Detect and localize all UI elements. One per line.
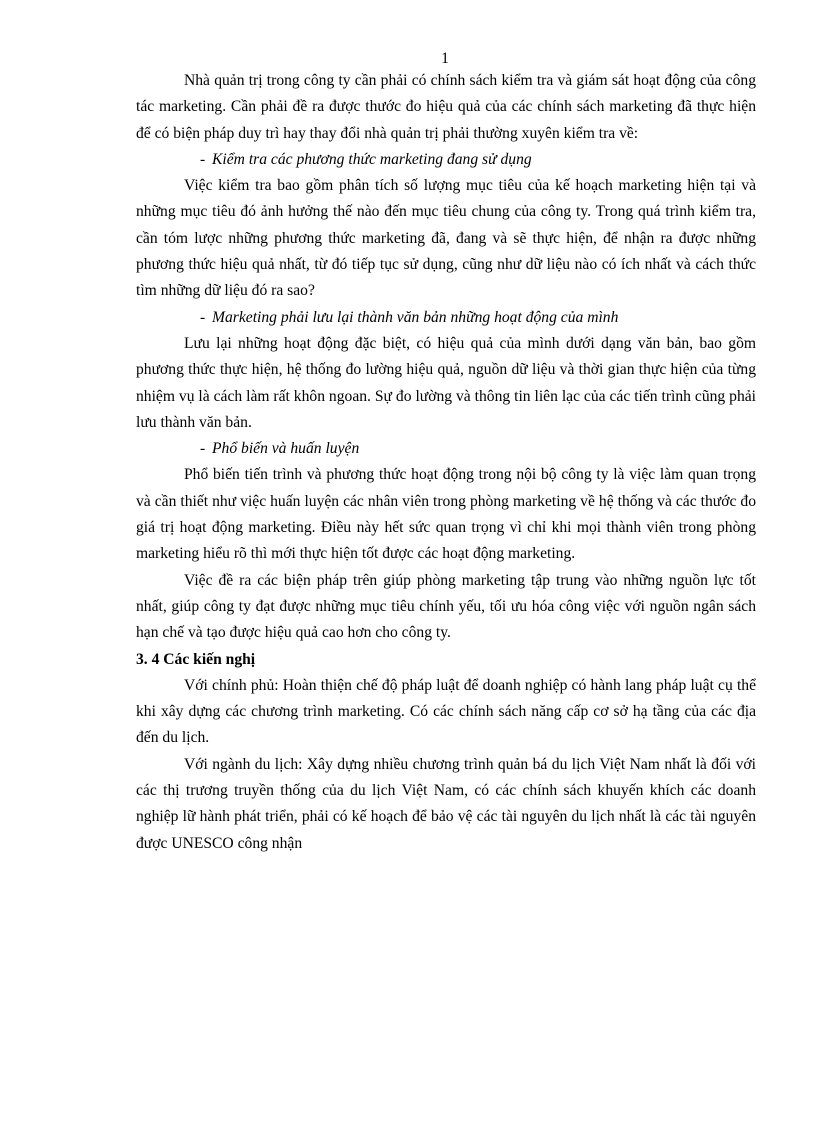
bullet-dash: - (200, 150, 206, 168)
bullet-text: Phổ biến và huấn luyện (212, 440, 360, 458)
paragraph-tourism-recommendation: Với ngành du lịch: Xây dựng nhiều chương trình quản bá du lịch Việt Nam nhất là đối với các thị trương truyền thống của du lịch Việt Nam, có các chính sách khuyến khích các doanh nghiệp lữ hành phát triển, phải có kế hoạch để bảo vệ các tài nguyên du lịch nhất là các tài nguyên được UNESCO công nhận (136, 755, 756, 852)
section-heading-recommendations: 3. 4 Các kiến nghị (136, 650, 256, 668)
bullet-text: Marketing phải lưu lại thành văn bản những hoạt động của mình (212, 308, 619, 326)
page-number: 1 (441, 50, 449, 67)
paragraph-check-details: Việc kiểm tra bao gồm phân tích số lượng mục tiêu của kế hoạch marketing hiện tại và những mục tiêu đó ảnh hưởng thế nào đến mục tiêu chung của công ty. Trong quá trình kiểm tra, cần tóm lược những phương thức marketing đã, đang và sẽ thực hiện, để nhận ra được những phương thức hiệu quả nhất, từ đó tiếp tục sử dụng, cũng như dữ liệu nào có ích nhất và cách thức tìm những dữ liệu đó ra sao? (136, 177, 756, 300)
bullet-check-methods (136, 147, 756, 173)
paragraph-measures-summary: Việc đề ra các biện pháp trên giúp phòng marketing tập trung vào những nguồn lực tốt nhất, giúp công ty đạt được những mục tiêu chính yếu, tối ưu hóa công việc với nguồn ngân sách hạn chế và tạo được hiệu quả cao hơn cho công ty. (136, 571, 756, 642)
bullet-text: Kiểm tra các phương thức marketing đang sử dụng (212, 150, 532, 168)
page-content (136, 68, 756, 857)
bullet-document-activities (136, 305, 756, 331)
paragraph-document-details: Lưu lại những hoạt động đặc biệt, có hiệu quả của mình dưới dạng văn bản, bao gồm phương thức thực hiện, hệ thống đo lường hiệu quả, nguồn dữ liệu và thời gian thực hiện của từng nhiệm vụ là cách làm rất khôn ngoan. Sự đo lường và thông tin liên lạc của các tiến trình cũng phải lưu thành văn bản. (136, 334, 756, 431)
paragraph-dissemination-details: Phổ biến tiến trình và phương thức hoạt động trong nội bộ công ty là việc làm quan trọng và cần thiết như việc huấn luyện các nhân viên trong phòng marketing về hệ thống và các thước đo giá trị hoạt động marketing. Điều này hết sức quan trọng vì chỉ khi mọi thành viên trong phòng marketing hiểu rõ thì mới thực hiện tốt được các hoạt động marketing. (136, 466, 756, 563)
paragraph-monitoring-intro: Nhà quản trị trong công ty cần phải có chính sách kiểm tra và giám sát hoạt động của công tác marketing. Cần phải đề ra được thước đo hiệu quả của các chính sách marketing đã thực hiện để có biện pháp duy trì hay thay đổi nhà quản trị phải thường xuyên kiểm tra về: (136, 72, 756, 142)
bullet-dash: - (200, 308, 206, 326)
paragraph-government-recommendation: Với chính phủ: Hoàn thiện chế độ pháp luật để doanh nghiệp có hành lang pháp luật cụ thể khi xây dựng các chương trình marketing. Có các chính sách năng cấp cơ sở hạ tầng của các địa đến du lịch. (136, 676, 756, 747)
bullet-dissemination-training (136, 436, 756, 462)
bullet-dash: - (200, 440, 206, 458)
